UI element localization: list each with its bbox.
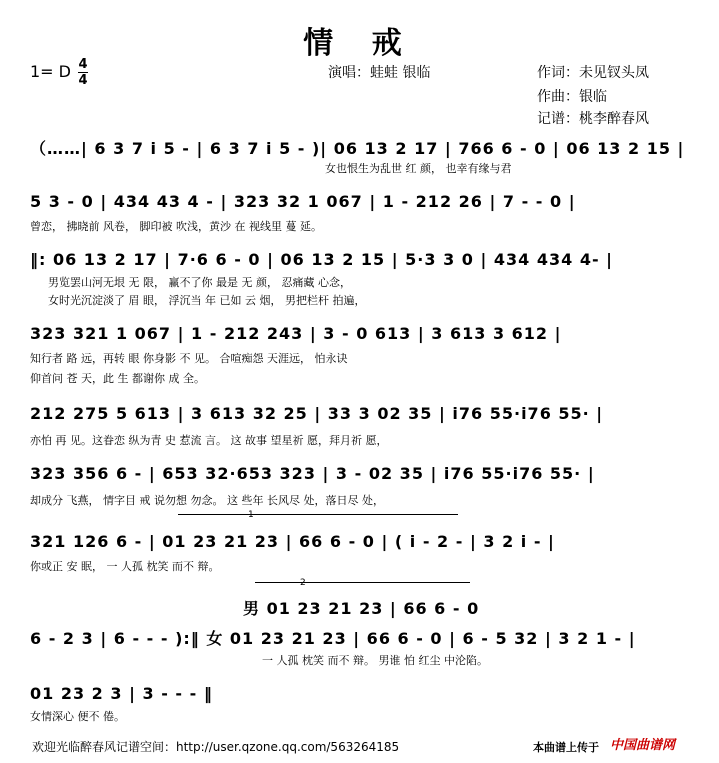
- volta-number-2: 2: [300, 578, 306, 588]
- notation-line-2: 5 3 - 0 | 434 43 4 - | 323 32 1 067 | 1 - 212 26 | 7 - - 0 |: [30, 192, 576, 211]
- notation-line-3: ‖: 06 13 2 17 | 7·6 6 - 0 | 06 13 2 15 | 5·3 3 0 | 434 434 4- |: [30, 250, 614, 269]
- composer: 作曲：银临: [537, 89, 607, 105]
- lyric-line-9: 一 人孤 枕笑 而不 辩。 男谁 怕 红尘 中沦陷。: [262, 654, 488, 667]
- lyric-line-5: 亦怕 再 见。这眷恋 纵为青 史 惹流 言。 这 故事 望星祈 愿，拜月祈 愿，: [30, 434, 388, 447]
- lyric-line-3b: 女时光沉淀淡了 眉 眼， 浮沉当 年 已如 云 烟， 男把栏杆 拍遍，: [48, 294, 366, 307]
- lyric-line-3a: 男览罢山河无垠 无 限， 赢不了你 最是 无 颜， 忍痛藏 心念，: [48, 276, 351, 289]
- footer-upload-label: 本曲谱上传于: [533, 741, 599, 754]
- lyric-line-7: 你或正 安 眠， 一 人孤 枕笑 而不 辩。: [30, 560, 220, 573]
- transcriber: 记谱：桃李醉春风: [537, 111, 649, 127]
- lyric-line-2: 曾恋， 拂晓前 风卷， 脚印被 吹浅，黄沙 在 视线里 蔓 延。: [30, 220, 322, 233]
- lyric-line-1: 女也恨生为乱世 红 颜， 也幸有缘与君: [325, 162, 512, 175]
- notation-line-5: 212 275 5 613 | 3 613 32 25 | 33 3 02 35 | i76 55·i76 55· |: [30, 404, 604, 423]
- lyric-line-4b: 仰首问 苍 天，此 生 都谢你 成 全。: [30, 372, 205, 385]
- volta-bracket-1: [178, 514, 458, 523]
- notation-line-1: （……| 6 3 7 i 5 - | 6 3 7 i 5 - )| 06 13 2 17 | 766 6 - 0 | 06 13 2 15 |: [30, 139, 685, 158]
- lyric-line-4a: 知行者 路 远，再转 眼 你身影 不 见。 合喧痴怨 天涯远， 怕永诀: [30, 352, 348, 365]
- volta-bracket-2: [255, 582, 470, 591]
- volta-number-1: 1: [248, 510, 254, 520]
- notation-line-7: 321 126 6 - | 01 23 21 23 | 66 6 - 0 | ( i - 2 - | 3 2 i - |: [30, 532, 555, 551]
- lyricist: 作词：未见钗头凤: [537, 65, 649, 81]
- notation-line-9: 6 - 2 3 | 6 - - - ):‖ 女 01 23 21 23 | 66 6 - 0 | 6 - 5 32 | 3 2 1 - |: [30, 629, 636, 648]
- key-signature: 1= D: [30, 62, 71, 81]
- time-signature: [78, 58, 88, 87]
- time-sig-top: 4: [78, 57, 88, 72]
- lyric-line-10: 女情深心 便不 倦。: [30, 710, 125, 723]
- notation-line-4: 323 321 1 067 | 1 - 212 243 | 3 - 0 613 | 3 613 3 612 |: [30, 324, 562, 343]
- notation-line-10: 01 23 2 3 | 3 - - - ‖: [30, 684, 213, 703]
- notation-line-8: 男 01 23 21 23 | 66 6 - 0: [243, 599, 480, 618]
- page-title: 情 戒: [303, 26, 416, 61]
- footer-welcome: 欢迎光临醉春风记谱空间：http://user.qzone.qq.com/563264185: [32, 740, 400, 754]
- notation-line-6: 323 356 6 - | 653 32·653 323 | 3 - 02 35 | i76 55·i76 55· |: [30, 464, 595, 483]
- time-sig-bottom: 4: [78, 73, 88, 88]
- site-logo: 中国曲谱网: [610, 738, 676, 753]
- lyric-line-6: 却成分 飞燕， 情字目 戒 说勿想 勿念。 这 些年 长风尽 处，落日尽 处，: [30, 494, 384, 507]
- singers: 演唱：蛙蛙 银临: [328, 65, 431, 81]
